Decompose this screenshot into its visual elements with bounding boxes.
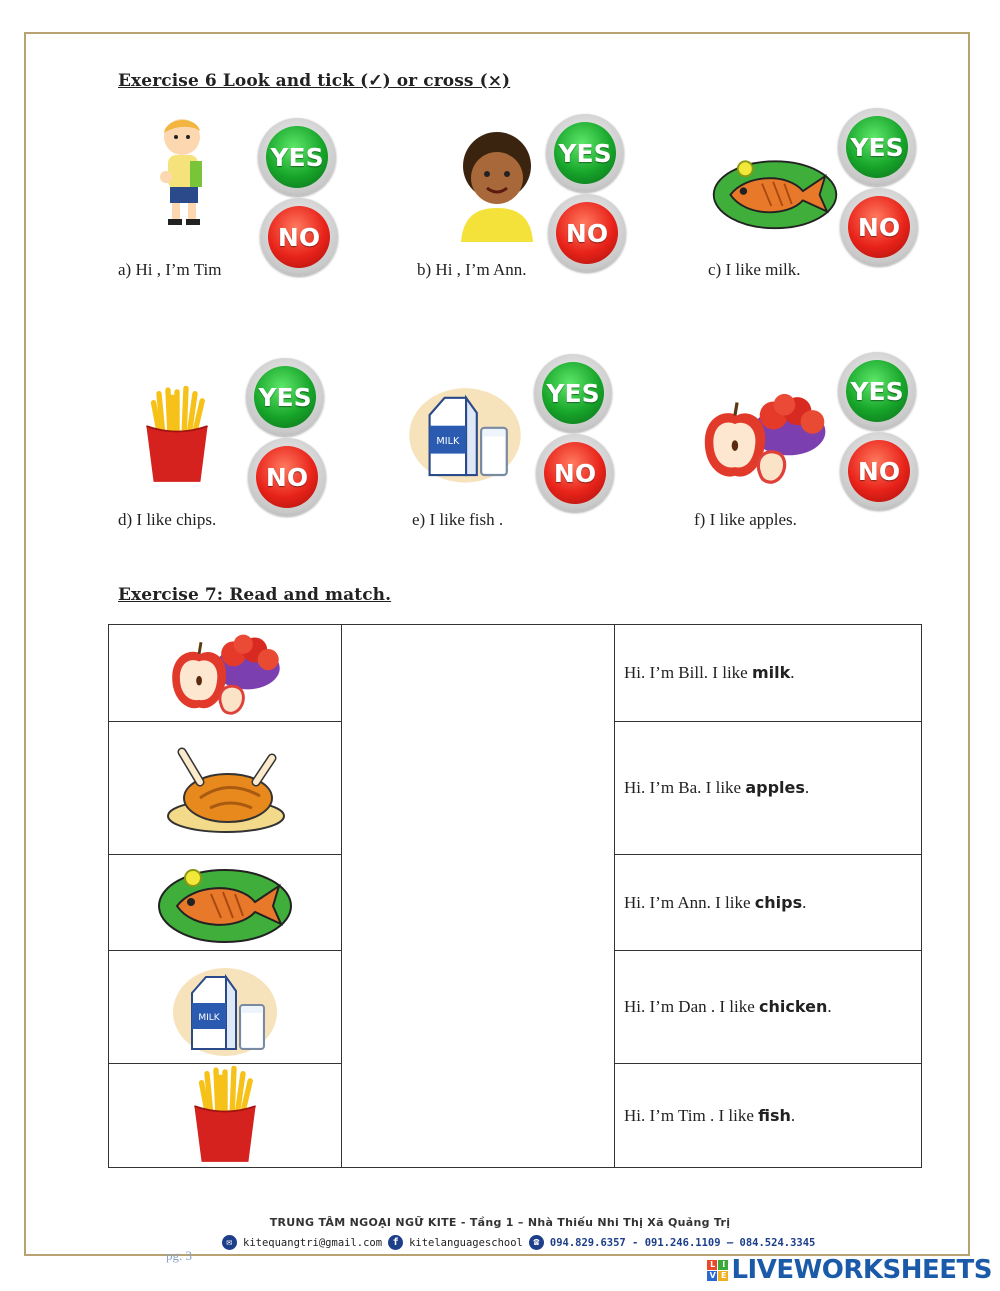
chicken-icon — [160, 733, 290, 843]
phone-icon: ☎ — [529, 1235, 544, 1250]
sentence-cell[interactable]: Hi. I’m Tim . I like fish. — [615, 1064, 922, 1168]
apples-icon — [160, 625, 290, 721]
liveworksheets-logo-icon: L I V E — [707, 1260, 728, 1281]
yes-button-a[interactable]: YES — [258, 118, 336, 196]
no-button-d[interactable]: NO — [248, 438, 326, 516]
no-button-e[interactable]: NO — [536, 434, 614, 512]
facebook-icon: f — [388, 1235, 403, 1250]
boy-curly-icon — [447, 122, 547, 242]
footer-facebook: kitelanguageschool — [409, 1236, 523, 1249]
picture-cell[interactable] — [109, 722, 342, 855]
item-caption: e) I like fish . — [412, 510, 504, 529]
boy-blond-icon — [140, 110, 240, 232]
chips-icon — [132, 386, 222, 486]
table-row — [109, 625, 922, 722]
no-button-f[interactable]: NO — [840, 432, 918, 510]
exercise6-item-a — [118, 110, 388, 280]
exercise6-title: Exercise 6 Look and tick (✓) or cross (×) — [118, 71, 511, 91]
picture-cell[interactable] — [109, 855, 342, 951]
chips-icon — [180, 1066, 270, 1166]
milk-icon — [170, 955, 280, 1059]
food-word: fish — [758, 1105, 791, 1125]
yes-button-b[interactable]: YES — [546, 114, 624, 192]
food-word: chicken — [759, 997, 828, 1016]
page-number: pg. 3 — [166, 1248, 192, 1263]
item-caption: f) I like apples. — [694, 510, 797, 529]
no-button-b[interactable]: NO — [548, 194, 626, 272]
fish-plate-icon — [155, 858, 295, 948]
footer-contacts — [222, 1235, 815, 1250]
food-word: chips — [754, 892, 803, 912]
footer-phones: 094.829.6357 - 091.246.1109 – 084.524.3345 — [549, 1236, 816, 1249]
yes-button-d[interactable]: YES — [246, 358, 324, 436]
exercise6-item-f — [694, 360, 964, 530]
apples-icon — [694, 382, 834, 492]
picture-cell[interactable] — [109, 625, 342, 722]
milk-icon — [406, 376, 524, 484]
sentence-cell[interactable]: Hi. I’m Bill. I like milk. — [615, 625, 922, 722]
yes-button-c[interactable]: YES — [838, 108, 916, 186]
item-caption: a) Hi , I’m Tim — [118, 260, 222, 279]
brand-logo[interactable] — [707, 1255, 992, 1285]
match-table — [108, 624, 922, 1168]
yes-button-e[interactable]: YES — [534, 354, 612, 432]
exercise7-title: Exercise 7: Read and match. — [118, 585, 392, 605]
footer-address: TRUNG TÂM NGOẠI NGỮ KITE - Tầng 1 – Nhà Thiếu Nhi Thị Xã Quảng Trị — [269, 1216, 731, 1229]
brand-name: LIVEWORKSHEETS — [731, 1255, 992, 1285]
sentence-cell[interactable]: Hi. I’m Dan . I like chicken. — [615, 951, 922, 1064]
food-word: apples — [745, 778, 805, 797]
no-button-a[interactable]: NO — [260, 198, 338, 276]
email-icon: ✉ — [222, 1235, 237, 1250]
yes-button-f[interactable]: YES — [838, 352, 916, 430]
fish-plate-icon — [710, 150, 840, 234]
food-word: milk — [751, 663, 791, 682]
sentence-cell[interactable]: Hi. I’m Ann. I like chips. — [615, 855, 922, 951]
sentence-cell[interactable]: Hi. I’m Ba. I like apples. — [615, 722, 922, 855]
no-button-c[interactable]: NO — [840, 188, 918, 266]
item-caption: d) I like chips. — [118, 510, 217, 529]
matching-area[interactable] — [342, 625, 615, 1168]
footer-email: kitequangtri@gmail.com — [243, 1236, 383, 1249]
item-caption: b) Hi , I’m Ann. — [417, 260, 527, 279]
picture-cell[interactable] — [109, 951, 342, 1064]
item-caption: c) I like milk. — [708, 260, 801, 279]
picture-cell[interactable] — [109, 1064, 342, 1168]
